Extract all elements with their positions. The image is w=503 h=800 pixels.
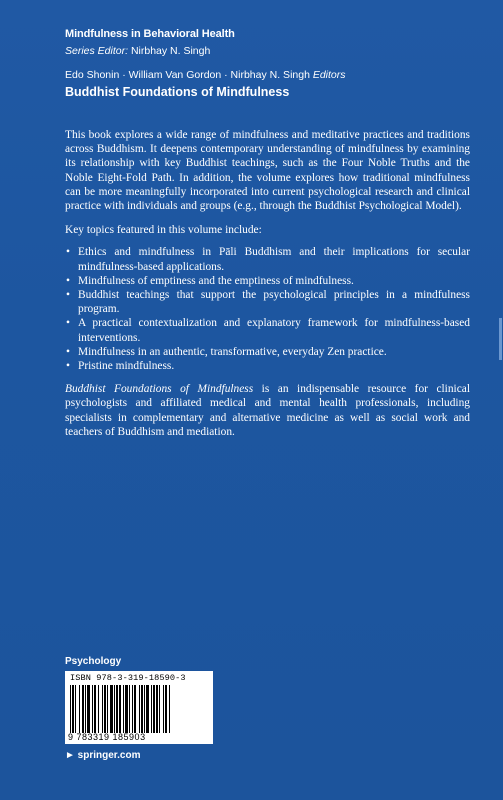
book-title: Buddhist Foundations of Mindfulness xyxy=(65,85,290,99)
list-item: • Mindfulness in an authentic, transformative, everyday Zen practice. xyxy=(65,345,470,359)
closing-paragraph xyxy=(65,382,470,439)
spine-edge-mark xyxy=(499,318,502,360)
series-title: Mindfulness in Behavioral Health xyxy=(65,28,235,40)
editor-names: Edo Shonin · William Van Gordon · Nirbhay N. Singh xyxy=(65,69,310,81)
series-editor xyxy=(65,45,210,57)
description: This book explores a wide range of mindfulness and meditative practices and traditions across Buddhism. It deepens contemporary understanding of mindfulness by examining its relationship with key Buddhist teachings, such as the Four Noble Truths and the Noble Eight-Fold Path. In addition, the volume explores how traditional mindfulness can be more meaningfully incorporated into current psychological research and clinical practice with individuals and groups (e.g., through the Buddhist Psychological Model). xyxy=(65,129,470,213)
editors-label: Editors xyxy=(312,69,346,81)
barcode-digits: 9 783319 185903 xyxy=(68,732,146,742)
series-editor-name: Nirbhay N. Singh xyxy=(130,45,211,57)
closing-text: is an indispensable resource for clinical psychologists and affiliated medical and mental health professionals, including specialists in complementary and alternative medicine as well as social work and teachers of Buddhism and mediation. xyxy=(65,383,470,438)
publisher-link[interactable]: ► springer.com xyxy=(65,750,141,761)
list-item: • A practical contextualization and explanatory framework for mindfulness-based interventions. xyxy=(65,316,470,344)
isbn-number: ISBN 978-3-319-18590-3 xyxy=(70,673,186,683)
closing-title: Buddhist Foundations of Mindfulness xyxy=(65,383,254,396)
blurb xyxy=(65,128,470,449)
isbn-barcode xyxy=(65,671,213,744)
list-item: • Buddhist teachings that support the psychological principles in a mindfulness program. xyxy=(65,288,470,316)
subject-category: Psychology xyxy=(65,656,122,667)
topics-list xyxy=(65,245,470,373)
series-editor-label: Series Editor: xyxy=(65,45,129,57)
barcode-bars xyxy=(69,685,209,733)
list-item: • Mindfulness of emptiness and the emptiness of mindfulness. xyxy=(65,274,470,288)
topics-intro: Key topics featured in this volume include: xyxy=(65,224,262,237)
list-item: • Ethics and mindfulness in Pāli Buddhism and their implications for secular mindfulness-based applications. xyxy=(65,245,470,273)
list-item: • Pristine mindfulness. xyxy=(65,359,470,373)
book-editors xyxy=(65,69,346,81)
